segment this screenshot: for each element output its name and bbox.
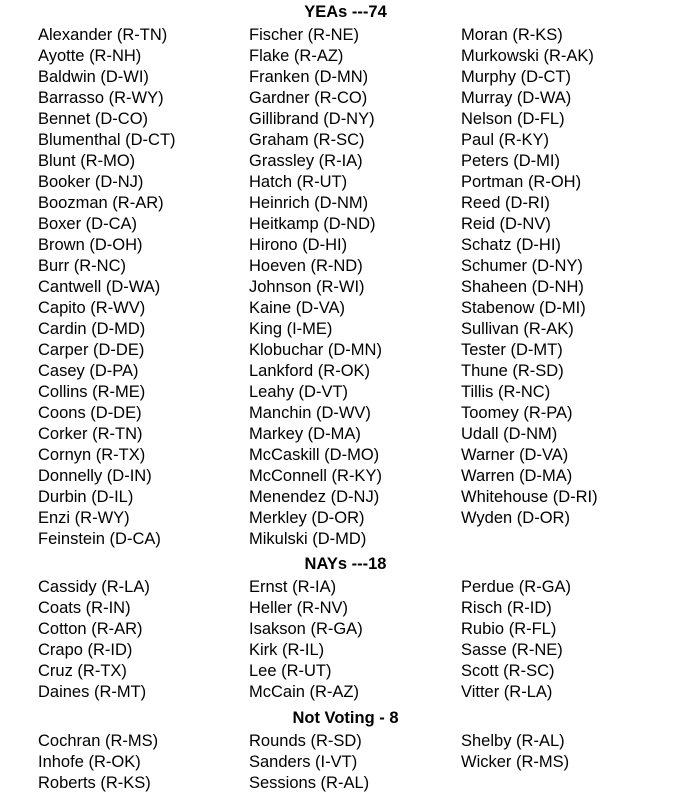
senator-name: Boozman (R-AR) [38,194,164,212]
senator-name: Isakson (R-GA) [249,620,363,638]
senator-name: Warner (D-VA) [461,446,569,464]
senator-name: Cassidy (R-LA) [38,578,150,596]
senator-name: Schatz (D-HI) [461,236,561,254]
senator-name: Booker (D-NJ) [38,173,144,191]
senator-name: Sanders (I-VT) [249,753,358,771]
name-column [38,25,176,550]
senator-name: Collins (R-ME) [38,383,146,401]
senator-name: Coats (R-IN) [38,599,131,617]
section-yeas-title: YEAs ---74 [304,3,387,21]
name-column [249,731,369,794]
senator-name: Cruz (R-TX) [38,662,127,680]
senator-name: Graham (R-SC) [249,131,365,149]
senator-name: Wicker (R-MS) [461,753,570,771]
name-column [461,731,569,773]
senator-name: Reid (D-NV) [461,215,551,233]
senator-name: Tester (D-MT) [461,341,563,359]
senator-name: Franken (D-MN) [249,68,369,86]
senator-name: Sullivan (R-AK) [461,320,574,338]
senator-name: Johnson (R-WI) [249,278,365,296]
senator-name: Cotton (R-AR) [38,620,143,638]
senator-name: Merkley (D-OR) [249,509,365,527]
senator-name: Sasse (R-NE) [461,641,563,659]
senator-name: Feinstein (D-CA) [38,530,161,548]
senator-name: Barrasso (R-WY) [38,89,164,107]
senator-name: Gillibrand (D-NY) [249,110,375,128]
senator-name: Brown (D-OH) [38,236,143,254]
senator-name: Alexander (R-TN) [38,26,168,44]
senator-name: Markey (D-MA) [249,425,361,443]
senator-name: Whitehouse (D-RI) [461,488,598,506]
senator-name: King (I-ME) [249,320,333,338]
senator-name: Ernst (R-IA) [249,578,337,596]
senator-name: Reed (D-RI) [461,194,550,212]
senator-name: Lankford (R-OK) [249,362,371,380]
section-nays-title: NAYs ---18 [304,555,387,573]
senator-name: Leahy (D-VT) [249,383,349,401]
senator-name: Moran (R-KS) [461,26,563,44]
senator-name: Hoeven (R-ND) [249,257,363,275]
senator-name: Enzi (R-WY) [38,509,130,527]
senator-name: Cantwell (D-WA) [38,278,161,296]
senator-name: Carper (D-DE) [38,341,145,359]
senator-name: Heitkamp (D-ND) [249,215,376,233]
name-column [461,25,598,529]
senator-name: Mikulski (D-MD) [249,530,367,548]
senator-name: Perdue (R-GA) [461,578,572,596]
senator-name: Bennet (D-CO) [38,110,149,128]
senator-name: Nelson (D-FL) [461,110,565,128]
senator-name: Blunt (R-MO) [38,152,136,170]
senator-name: Rounds (R-SD) [249,732,362,750]
senator-name: Udall (D-NM) [461,425,558,443]
senator-name: McCain (R-AZ) [249,683,359,701]
senator-name: Cornyn (R-TX) [38,446,146,464]
senator-name: Ayotte (R-NH) [38,47,142,65]
senator-name: Manchin (D-WV) [249,404,371,422]
senator-name: Stabenow (D-MI) [461,299,586,317]
senator-name: Boxer (D-CA) [38,215,138,233]
senator-name: Corker (R-TN) [38,425,143,443]
senator-name: Kaine (D-VA) [249,299,345,317]
senator-name: Klobuchar (D-MN) [249,341,382,359]
senator-name: Hirono (D-HI) [249,236,348,254]
senator-name: Donnelly (D-IN) [38,467,152,485]
senator-name: McCaskill (D-MO) [249,446,380,464]
senator-name: Risch (R-ID) [461,599,552,617]
senator-name: Sessions (R-AL) [249,774,370,792]
name-column [249,25,382,550]
senator-name: Heller (R-NV) [249,599,348,617]
senator-name: Daines (R-MT) [38,683,147,701]
senator-name: Murkowski (R-AK) [461,47,594,65]
name-column [461,577,571,703]
senator-name: Shaheen (D-NH) [461,278,584,296]
senator-name: Murray (D-WA) [461,89,572,107]
senator-name: Grassley (R-IA) [249,152,363,170]
senator-name: Heinrich (D-NM) [249,194,369,212]
senator-name: Vitter (R-LA) [461,683,553,701]
name-column [38,577,150,703]
senator-name: Schumer (D-NY) [461,257,583,275]
senator-name: Warren (D-MA) [461,467,573,485]
senator-name: Casey (D-PA) [38,362,139,380]
senator-name: Cochran (R-MS) [38,732,159,750]
senator-name: Rubio (R-FL) [461,620,557,638]
senator-name: Roberts (R-KS) [38,774,151,792]
senator-name: Scott (R-SC) [461,662,555,680]
senator-name: Inhofe (R-OK) [38,753,141,771]
senator-name: Hatch (R-UT) [249,173,348,191]
senator-name: Crapo (R-ID) [38,641,133,659]
senator-name: Tillis (R-NC) [461,383,551,401]
senator-name: Cardin (D-MD) [38,320,146,338]
senator-name: Peters (D-MI) [461,152,560,170]
senator-name: Fischer (R-NE) [249,26,359,44]
senator-name: Lee (R-UT) [249,662,332,680]
senator-name: Portman (R-OH) [461,173,582,191]
senator-name: Coons (D-DE) [38,404,142,422]
senator-name: Capito (R-WV) [38,299,146,317]
senator-name: Menendez (D-NJ) [249,488,380,506]
senator-name: Baldwin (D-WI) [38,68,149,86]
senator-name: Kirk (R-IL) [249,641,325,659]
senator-name: Burr (R-NC) [38,257,126,275]
senator-name: Flake (R-AZ) [249,47,344,65]
senator-name: Shelby (R-AL) [461,732,565,750]
senator-name: Blumenthal (D-CT) [38,131,176,149]
senator-name: Thune (R-SD) [461,362,564,380]
section-not-voting-title: Not Voting - 8 [292,709,399,727]
name-column [249,577,363,703]
name-column [38,731,158,794]
senator-name: Wyden (D-OR) [461,509,570,527]
senator-name: Murphy (D-CT) [461,68,571,86]
senator-name: Paul (R-KY) [461,131,550,149]
senator-name: Durbin (D-IL) [38,488,134,506]
senator-name: Gardner (R-CO) [249,89,368,107]
senator-name: Toomey (R-PA) [461,404,573,422]
senator-name: McConnell (R-KY) [249,467,382,485]
